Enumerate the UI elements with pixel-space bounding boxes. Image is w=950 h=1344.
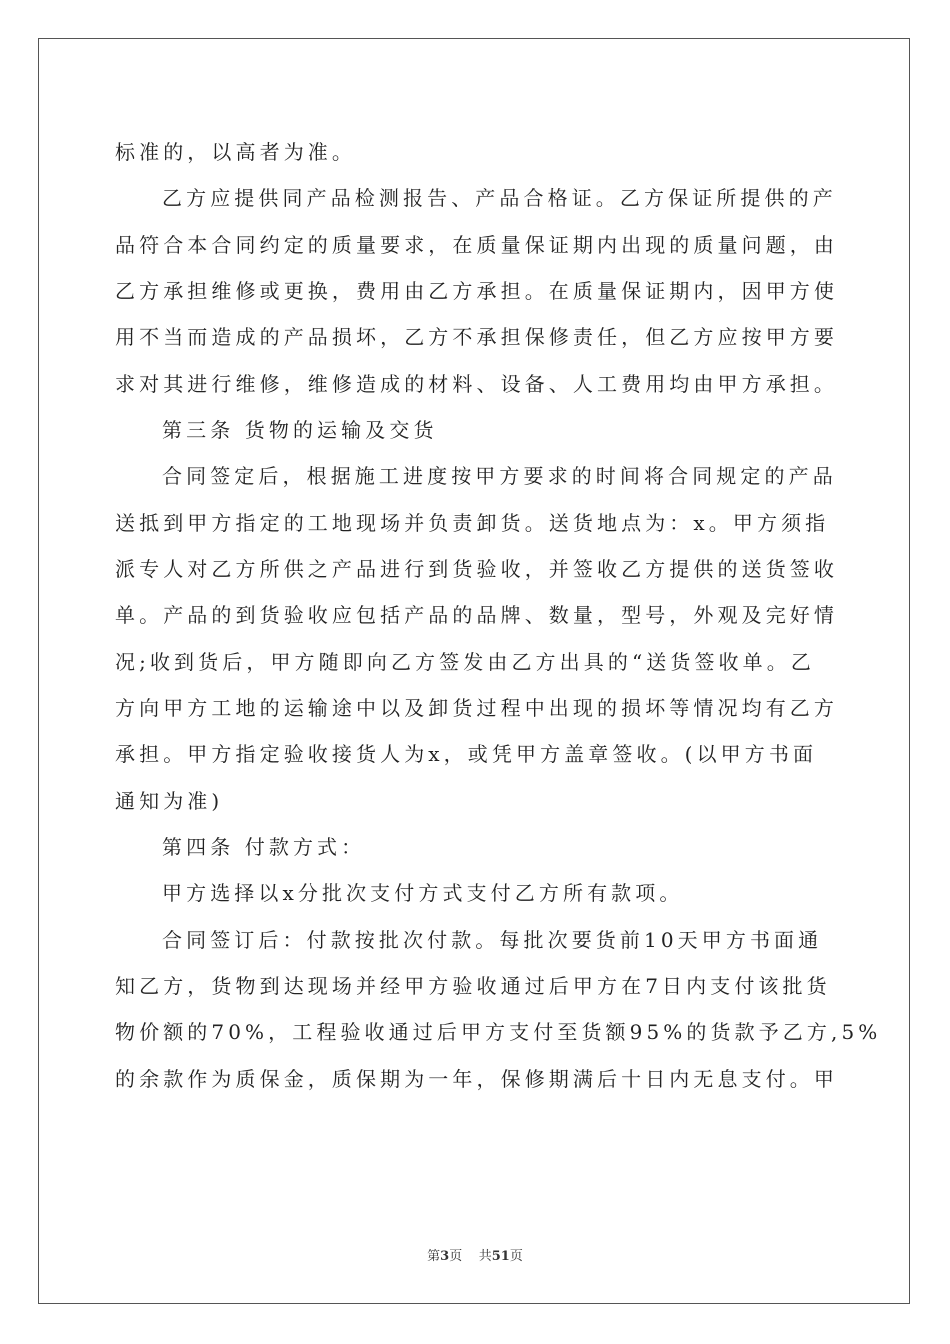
text-line: 派专人对乙方所供之产品进行到货验收，并签收乙方提供的送货签收 bbox=[115, 557, 838, 581]
text-line: 知乙方，货物到达现场并经甲方验收通过后甲方在7日内支付该批货 bbox=[115, 974, 831, 998]
text-line: 标准的，以高者为准。 bbox=[115, 140, 356, 164]
text-line: 用不当而造成的产品损坏，乙方不承担保修责任，但乙方应按甲方要 bbox=[115, 325, 838, 349]
footer-total-pages: 51 bbox=[491, 1249, 510, 1264]
section-heading: 第四条 付款方式： bbox=[162, 835, 366, 859]
text-line: 乙方应提供同产品检测报告、产品合格证。乙方保证所提供的产 bbox=[162, 186, 837, 210]
text-line: 求对其进行维修，维修造成的材料、设备、人工费用均由甲方承担。 bbox=[115, 372, 838, 396]
footer-page-number: 3 bbox=[440, 1249, 450, 1264]
text-line: 乙方承担维修或更换，费用由乙方承担。在质量保证期内，因甲方使 bbox=[115, 279, 838, 303]
footer-prefix: 第 bbox=[427, 1249, 441, 1264]
text-line: 合同签订后：付款按批次付款。每批次要货前10天甲方书面通 bbox=[162, 928, 823, 952]
text-line: 品符合本合同约定的质量要求，在质量保证期内出现的质量问题，由 bbox=[115, 233, 838, 257]
text-line: 的余款作为质保金，质保期为一年，保修期满后十日内无息支付。甲 bbox=[115, 1067, 838, 1091]
section-heading: 第三条 货物的运输及交货 bbox=[162, 418, 438, 442]
page-footer bbox=[0, 1245, 950, 1264]
text-line: 单。产品的到货验收应包括产品的品牌、数量，型号，外观及完好情 bbox=[115, 603, 838, 627]
text-line: 况;收到货后，甲方随即向乙方签发由乙方出具的“送货签收单。乙 bbox=[115, 650, 815, 674]
footer-total-suffix: 页 bbox=[509, 1249, 523, 1264]
text-line: 承担。甲方指定验收接货人为x，或凭甲方盖章签收。(以甲方书面 bbox=[115, 742, 818, 766]
text-line: 通知为准) bbox=[115, 789, 224, 813]
footer-total-prefix: 共 bbox=[478, 1249, 492, 1264]
text-line: 甲方选择以x分批次支付方式支付乙方所有款项。 bbox=[162, 881, 684, 905]
text-line: 合同签定后，根据施工进度按甲方要求的时间将合同规定的产品 bbox=[162, 464, 837, 488]
text-line: 物价额的70%，工程验收通过后甲方支付至货额95%的货款予乙方,5% bbox=[115, 1020, 882, 1044]
text-line: 送抵到甲方指定的工地现场并负责卸货。送货地点为：x。甲方须指 bbox=[115, 511, 830, 535]
footer-page-suffix: 页 bbox=[449, 1249, 463, 1264]
text-line: 方向甲方工地的运输途中以及卸货过程中出现的损坏等情况均有乙方 bbox=[115, 696, 838, 720]
